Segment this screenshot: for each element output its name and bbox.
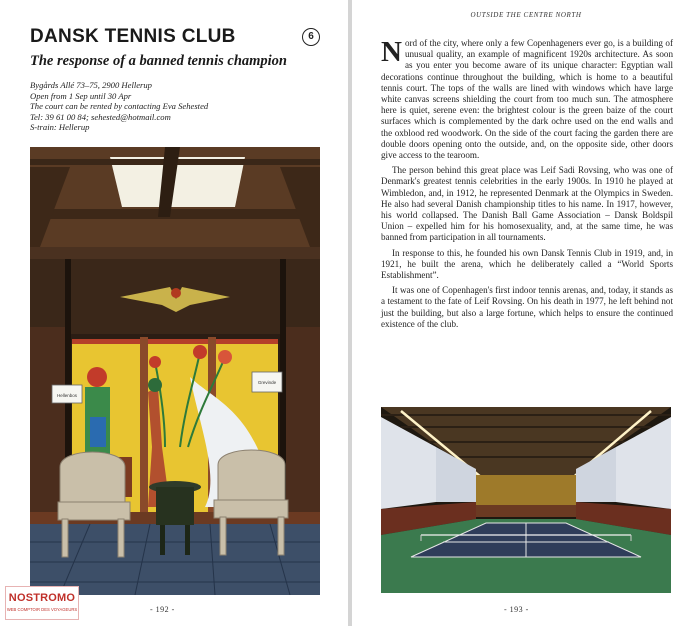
page-title: DANSK TENNIS CLUB bbox=[30, 26, 236, 47]
paragraph-2: The person behind this great place was Leif Sadi Rovsing, who was one of Denmark's greatest tennis celebrities in the early 1900s. In 1910 he played at Wimbledon, and, in 1912, he represented Denmark at the Olympics in Sweden. He also had several Danish championship titles to his name. In 1917, however, his world collapsed. The Danish Ball Game Association – Dansk Boldspil Union – expelled him for his homosexuality, and, at the same time, he was banned from participation in all tournaments. bbox=[381, 165, 673, 243]
logo-tagline: WEB COMPTOIR DES VOYAGEURS bbox=[6, 607, 78, 612]
running-head: OUTSIDE THE CENTRE NORTH bbox=[470, 11, 582, 19]
left-page bbox=[0, 0, 348, 626]
drop-cap: N bbox=[381, 36, 402, 68]
logo-name: NOSTROMO bbox=[8, 592, 76, 604]
nostromo-logo bbox=[5, 586, 79, 620]
paragraph-1-text: ord of the city, where only a few Copenhageners ever go, is a building of unusual quality, an example of magnificent 1920s architecture. As soon as you enter you become aware of its unique character: Egyptian wall decorations continue throughout the building, which is home to a beautiful tennis court. The tops of the walls are lined with windows which have large white canvas screens shielding the court from too much sun. The atmosphere here is quiet, serene even: the brightest colour is the green baize of the court surfaces which is complemented by the dark ochre used on the end walls and the oxblood red woodwork. On the side of the court facing the garden there are double doors opening onto the outside, and, on the opposite side, other doors give access to the tearoom. bbox=[381, 38, 673, 161]
tennis-court-photo bbox=[381, 407, 671, 593]
tearoom-photo bbox=[30, 147, 320, 595]
sign-right-text: Grevinde bbox=[257, 380, 277, 385]
paragraph-1 bbox=[381, 38, 673, 161]
entry-number-badge: 6 bbox=[302, 28, 320, 46]
paragraph-4: It was one of Copenhagen's first indoor tennis arenas, and, today, it stands as a testament to the fate of Leif Rovsing. On his death in 1977, he left behind not just the building, but also a large fortune, which helps to ensure the continued existence of the club. bbox=[381, 285, 673, 329]
article-body bbox=[381, 38, 673, 334]
sign-left-text: Hellenbos bbox=[56, 393, 78, 398]
paragraph-3: In response to this, he founded his own Dansk Tennis Club in 1919, and, in 1921, he built the arena, which he deliberately called a “World Sports Establishment”. bbox=[381, 247, 673, 281]
rental-line: The court can be rented by contacting Eva Sehested bbox=[30, 101, 209, 112]
folio-right: - 193 - bbox=[504, 605, 529, 614]
address-line: Bygårds Allé 73–75, 2900 Hellerup bbox=[30, 80, 152, 90]
practical-info bbox=[30, 80, 208, 133]
page-subtitle: The response of a banned tennis champion bbox=[30, 53, 287, 69]
transport-line: S-train: Hellerup bbox=[30, 122, 90, 133]
contact-line: Tel: 39 61 00 84; sehested@hotmail.com bbox=[30, 111, 171, 122]
right-page bbox=[352, 0, 700, 626]
opening-hours-line: Open from 1 Sep until 30 Apr bbox=[30, 90, 132, 101]
folio-left: - 192 - bbox=[150, 605, 175, 614]
